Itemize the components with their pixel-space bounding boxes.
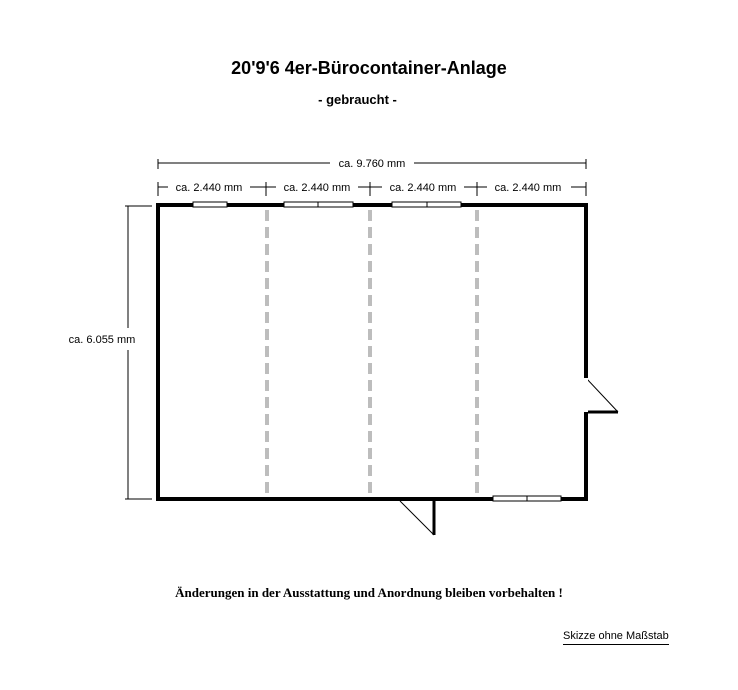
- module-width-dimensions: [158, 182, 586, 196]
- door-bottom: [400, 499, 434, 535]
- drawing-title: 20'9'6 4er-Bürocontainer-Anlage: [231, 58, 507, 78]
- disclaimer-note: Änderungen in der Ausstattung und Anordnung bleiben vorbehalten !: [175, 585, 563, 600]
- door-right: [586, 378, 618, 412]
- depth-dimension: [69, 206, 152, 499]
- window-1: [193, 202, 227, 207]
- depth-label: ca. 6.055 mm: [68, 334, 136, 346]
- window-bottom: [493, 496, 561, 501]
- module-width-label-1: ca. 2.440 mm: [175, 182, 243, 194]
- module-dividers: [267, 210, 477, 497]
- scale-note: Skizze ohne Maßstab: [563, 630, 669, 645]
- drawing-subtitle: - gebraucht -: [318, 92, 397, 107]
- total-width-label: ca. 9.760 mm: [338, 158, 406, 170]
- window-2: [284, 202, 353, 207]
- window-3: [392, 202, 461, 207]
- module-width-label-2: ca. 2.440 mm: [283, 182, 351, 194]
- module-width-label-3: ca. 2.440 mm: [389, 182, 457, 194]
- module-width-label-4: ca. 2.440 mm: [494, 182, 562, 194]
- total-width-dimension: [158, 158, 586, 170]
